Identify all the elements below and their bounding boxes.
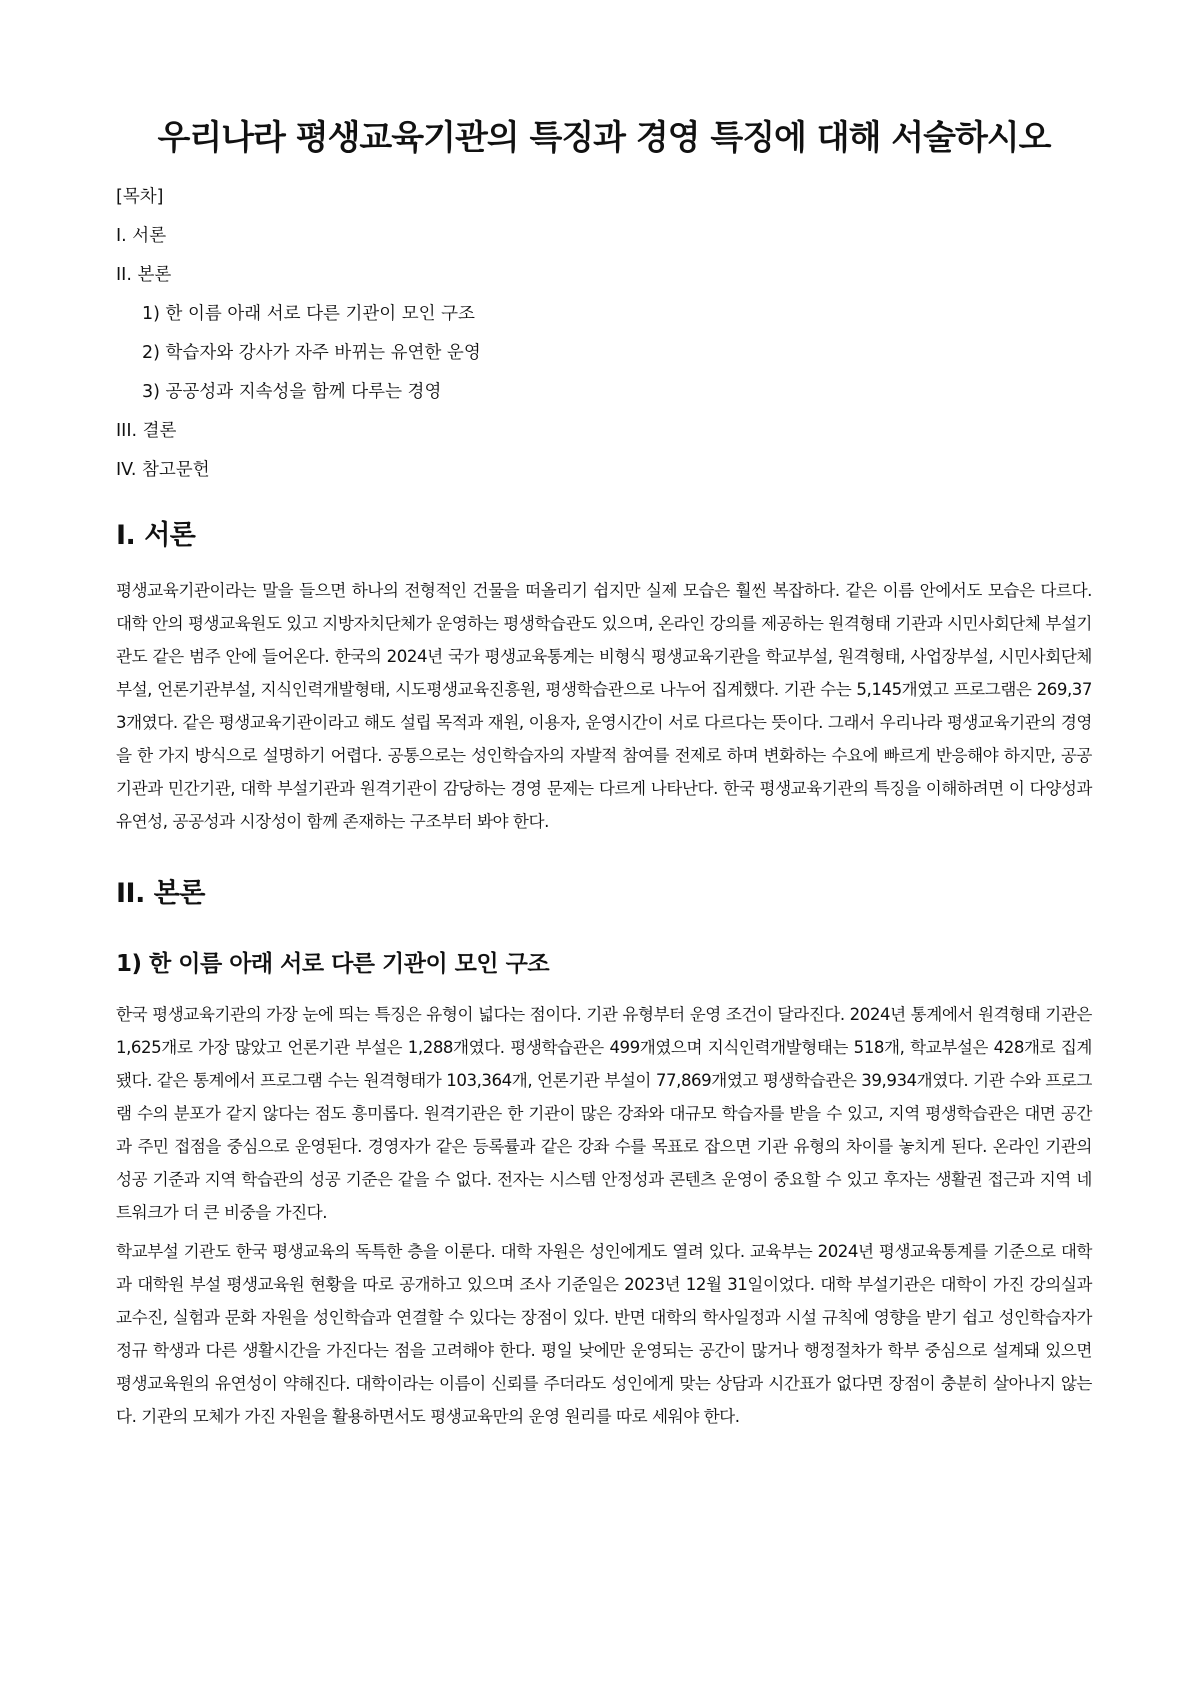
toc-subitem: 3) 공공성과 지속성을 함께 다루는 경영 xyxy=(142,381,442,402)
subsection-heading: 1) 한 이름 아래 서로 다른 기관이 모인 구조 xyxy=(116,950,550,977)
toc-item: II. 본론 xyxy=(116,264,172,285)
body-paragraph: 한국 평생교육기관의 가장 눈에 띄는 특징은 유형이 넓다는 점이다. 기관 유형부터 운영 조건이 달라진다. 2024년 통계에서 원격형태 기관은 1,625개로 가장 많았고 언론기관 부설은 1,288개였다. 평생학습관은 499개였으며 지식인력개발형태는 518개, 학교부설은 428개로 집계됐다. 같은 통계에서 프로그램 수는 원격형태가 103,364개, 언론기관 부설이 77,869개였고 평생학습관은 39,934개였다. 기관 수와 프로그램 수의 분포가 같지 않다는 점도 흥미롭다. 원격기관은 한 기관이 많은 강좌와 대규모 학습자를 받을 수 있고, 지역 평생학습관은 대면 공간과 주민 접점을 중심으로 운영된다. 경영자가 같은 등록률과 같은 강좌 수를 목표로 잡으면 기관 유형의 차이를 놓치게 된다. 온라인 기관의 성공 기준과 지역 학습관의 성공 기준은 같을 수 없다. 전자는 시스템 안정성과 콘텐츠 운영이 중요할 수 있고 후자는 생활권 접근과 지역 네트워크가 더 큰 비중을 가진다. xyxy=(116,1005,1092,1223)
toc-item: I. 서론 xyxy=(116,225,167,246)
toc-subitem: 2) 학습자와 강사가 자주 바뀌는 유연한 운영 xyxy=(142,342,481,363)
intro-paragraph: 평생교육기관이라는 말을 들으면 하나의 전형적인 건물을 떠올리기 쉽지만 실제 모습은 훨씬 복잡하다. 같은 이름 안에서도 모습은 다르다. 대학 안의 평생교육원도 있고 지방자치단체가 운영하는 평생학습관도 있으며, 온라인 강의를 제공하는 원격형태 기관과 시민사회단체 부설기관도 같은 범주 안에 들어온다. 한국의 2024년 국가 평생교육통계는 비형식 평생교육기관을 학교부설, 원격형태, 사업장부설, 시민사회단체부설, 언론기관부설, 지식인력개발형태, 시도평생교육진흥원, 평생학습관으로 나누어 집계했다. 기관 수는 5,145개였고 프로그램은 269,373개였다. 같은 평생교육기관이라고 해도 설립 목적과 재원, 이용자, 운영시간이 서로 다르다는 뜻이다. 그래서 우리나라 평생교육기관의 경영을 한 가지 방식으로 설명하기 어렵다. 공통으로는 성인학습자의 자발적 참여를 전제로 하며 변화하는 수요에 빠르게 반응해야 하지만, 공공기관과 민간기관, 대학 부설기관과 원격기관이 감당하는 경영 문제는 다르게 나타난다. 한국 평생교육기관의 특징을 이해하려면 이 다양성과 유연성, 공공성과 시장성이 함께 존재하는 구조부터 봐야 한다. xyxy=(116,581,1092,832)
table-of-contents xyxy=(116,187,1092,480)
toc-label: [목차] xyxy=(116,186,164,207)
toc-item: III. 결론 xyxy=(116,420,177,441)
toc-subitem: 1) 한 이름 아래 서로 다른 기관이 모인 구조 xyxy=(142,303,475,324)
intro-heading: I. 서론 xyxy=(116,519,196,551)
document-title: 우리나라 평생교육기관의 특징과 경영 특징에 대해 서술하시오 xyxy=(157,118,1051,158)
body-heading: II. 본론 xyxy=(116,878,205,910)
toc-item: IV. 참고문헌 xyxy=(116,459,210,480)
body-paragraph: 학교부설 기관도 한국 평생교육의 독특한 층을 이룬다. 대학 자원은 성인에게도 열려 있다. 교육부는 2024년 평생교육통계를 기준으로 대학과 대학원 부설 평생교육원 현황을 따로 공개하고 있으며 조사 기준일은 2023년 12월 31일이었다. 대학 부설기관은 대학이 가진 강의실과 교수진, 실험과 문화 자원을 성인학습과 연결할 수 있다는 장점이 있다. 반면 대학의 학사일정과 시설 규칙에 영향을 받기 쉽고 성인학습자가 정규 학생과 다른 생활시간을 가진다는 점을 고려해야 한다. 평일 낮에만 운영되는 공간이 많거나 행정절차가 학부 중심으로 설계돼 있으면 평생교육원의 유연성이 약해진다. 대학이라는 이름이 신뢰를 주더라도 성인에게 맞는 상담과 시간표가 없다면 장점이 충분히 살아나지 않는다. 기관의 모체가 가진 자원을 활용하면서도 평생교육만의 운영 원리를 따로 세워야 한다. xyxy=(116,1242,1092,1427)
